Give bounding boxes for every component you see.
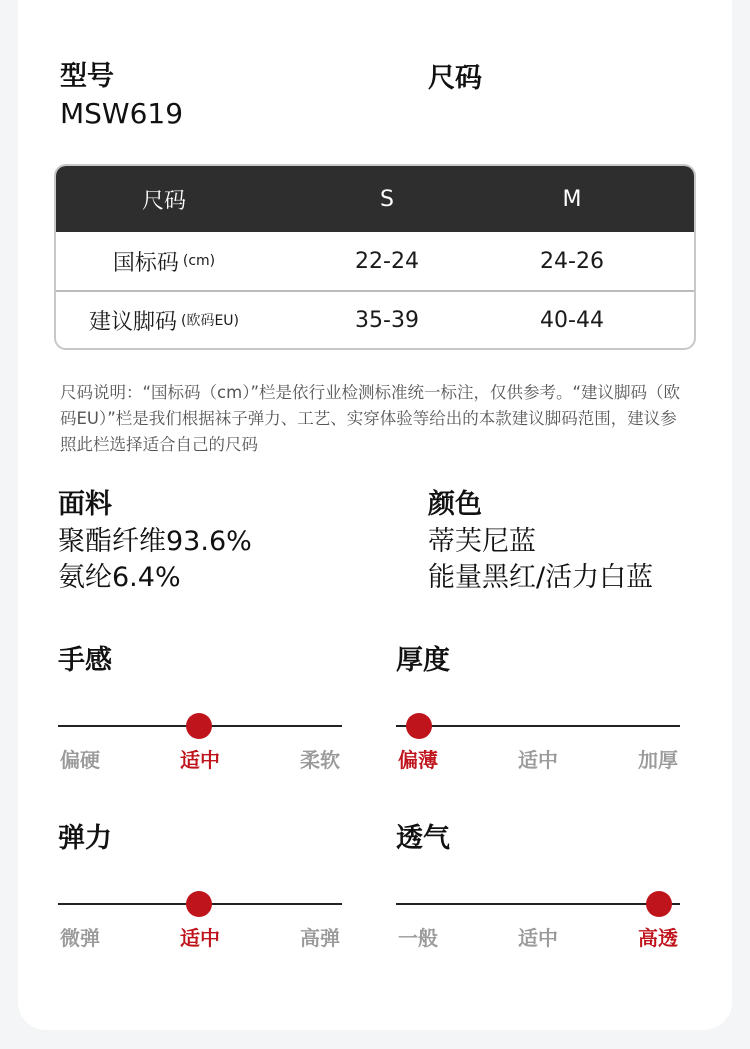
slider-option: 适中 <box>518 926 558 950</box>
row-name: 建议脚码 <box>88 309 177 335</box>
table-row <box>56 290 694 348</box>
slider-indicator <box>646 891 672 917</box>
slider-option: 微弹 <box>60 926 100 950</box>
slider-option: 偏硬 <box>60 748 100 772</box>
slider-title: 厚度 <box>396 645 450 676</box>
slider-option: 适中 <box>180 748 220 772</box>
row-value-s: 35-39 <box>355 307 419 333</box>
slider-option: 一般 <box>398 926 438 950</box>
slider-track <box>396 725 680 727</box>
slider-option: 适中 <box>518 748 558 772</box>
size-table-header <box>56 166 694 232</box>
slider-option: 柔软 <box>300 748 340 772</box>
slider-option: 加厚 <box>638 748 678 772</box>
header-m: M <box>562 186 582 212</box>
slider-option: 高透 <box>638 926 678 950</box>
size-note: 尺码说明：“国标码（cm）”栏是依行业检测标准统一标注，仅供参考。“建议脚码（欧码EU）”栏是我们根据袜子弹力、工艺、实穿体验等给出的本款建议脚码范围，建议参照此栏选择适合自己的尺码 <box>60 383 681 454</box>
row-unit: (欧码EU) <box>180 313 240 329</box>
color-line-2: 能量黑红/活力白蓝 <box>428 562 654 593</box>
material-line-2: 氨纶6.4% <box>58 562 181 593</box>
model-value: MSW619 <box>60 97 184 130</box>
size-table <box>54 164 696 350</box>
slider-track <box>396 903 680 905</box>
size-label: 尺码 <box>428 63 482 94</box>
material-label: 面料 <box>58 489 112 520</box>
slider-option: 适中 <box>180 926 220 950</box>
header-size: 尺码 <box>141 188 186 214</box>
slider-title: 透气 <box>396 823 450 854</box>
row-value-m: 24-26 <box>540 248 604 274</box>
row-value-m: 40-44 <box>540 307 604 333</box>
material-line-1: 聚酯纤维93.6% <box>58 526 252 557</box>
header-s: S <box>380 186 394 212</box>
color-label: 颜色 <box>428 489 482 520</box>
row-value-s: 22-24 <box>355 248 419 274</box>
model-label: 型号 <box>60 61 114 92</box>
product-spec-card <box>18 0 732 1030</box>
slider-title: 弹力 <box>58 823 112 854</box>
table-row <box>56 232 694 290</box>
slider-indicator <box>406 713 432 739</box>
slider-option: 高弹 <box>300 926 340 950</box>
row-unit: (cm) <box>182 253 216 269</box>
slider-title: 手感 <box>58 645 112 676</box>
row-name: 国标码 <box>112 250 179 276</box>
color-line-1: 蒂芙尼蓝 <box>428 526 536 557</box>
slider-indicator <box>186 891 212 917</box>
slider-indicator <box>186 713 212 739</box>
slider-option: 偏薄 <box>398 748 438 772</box>
